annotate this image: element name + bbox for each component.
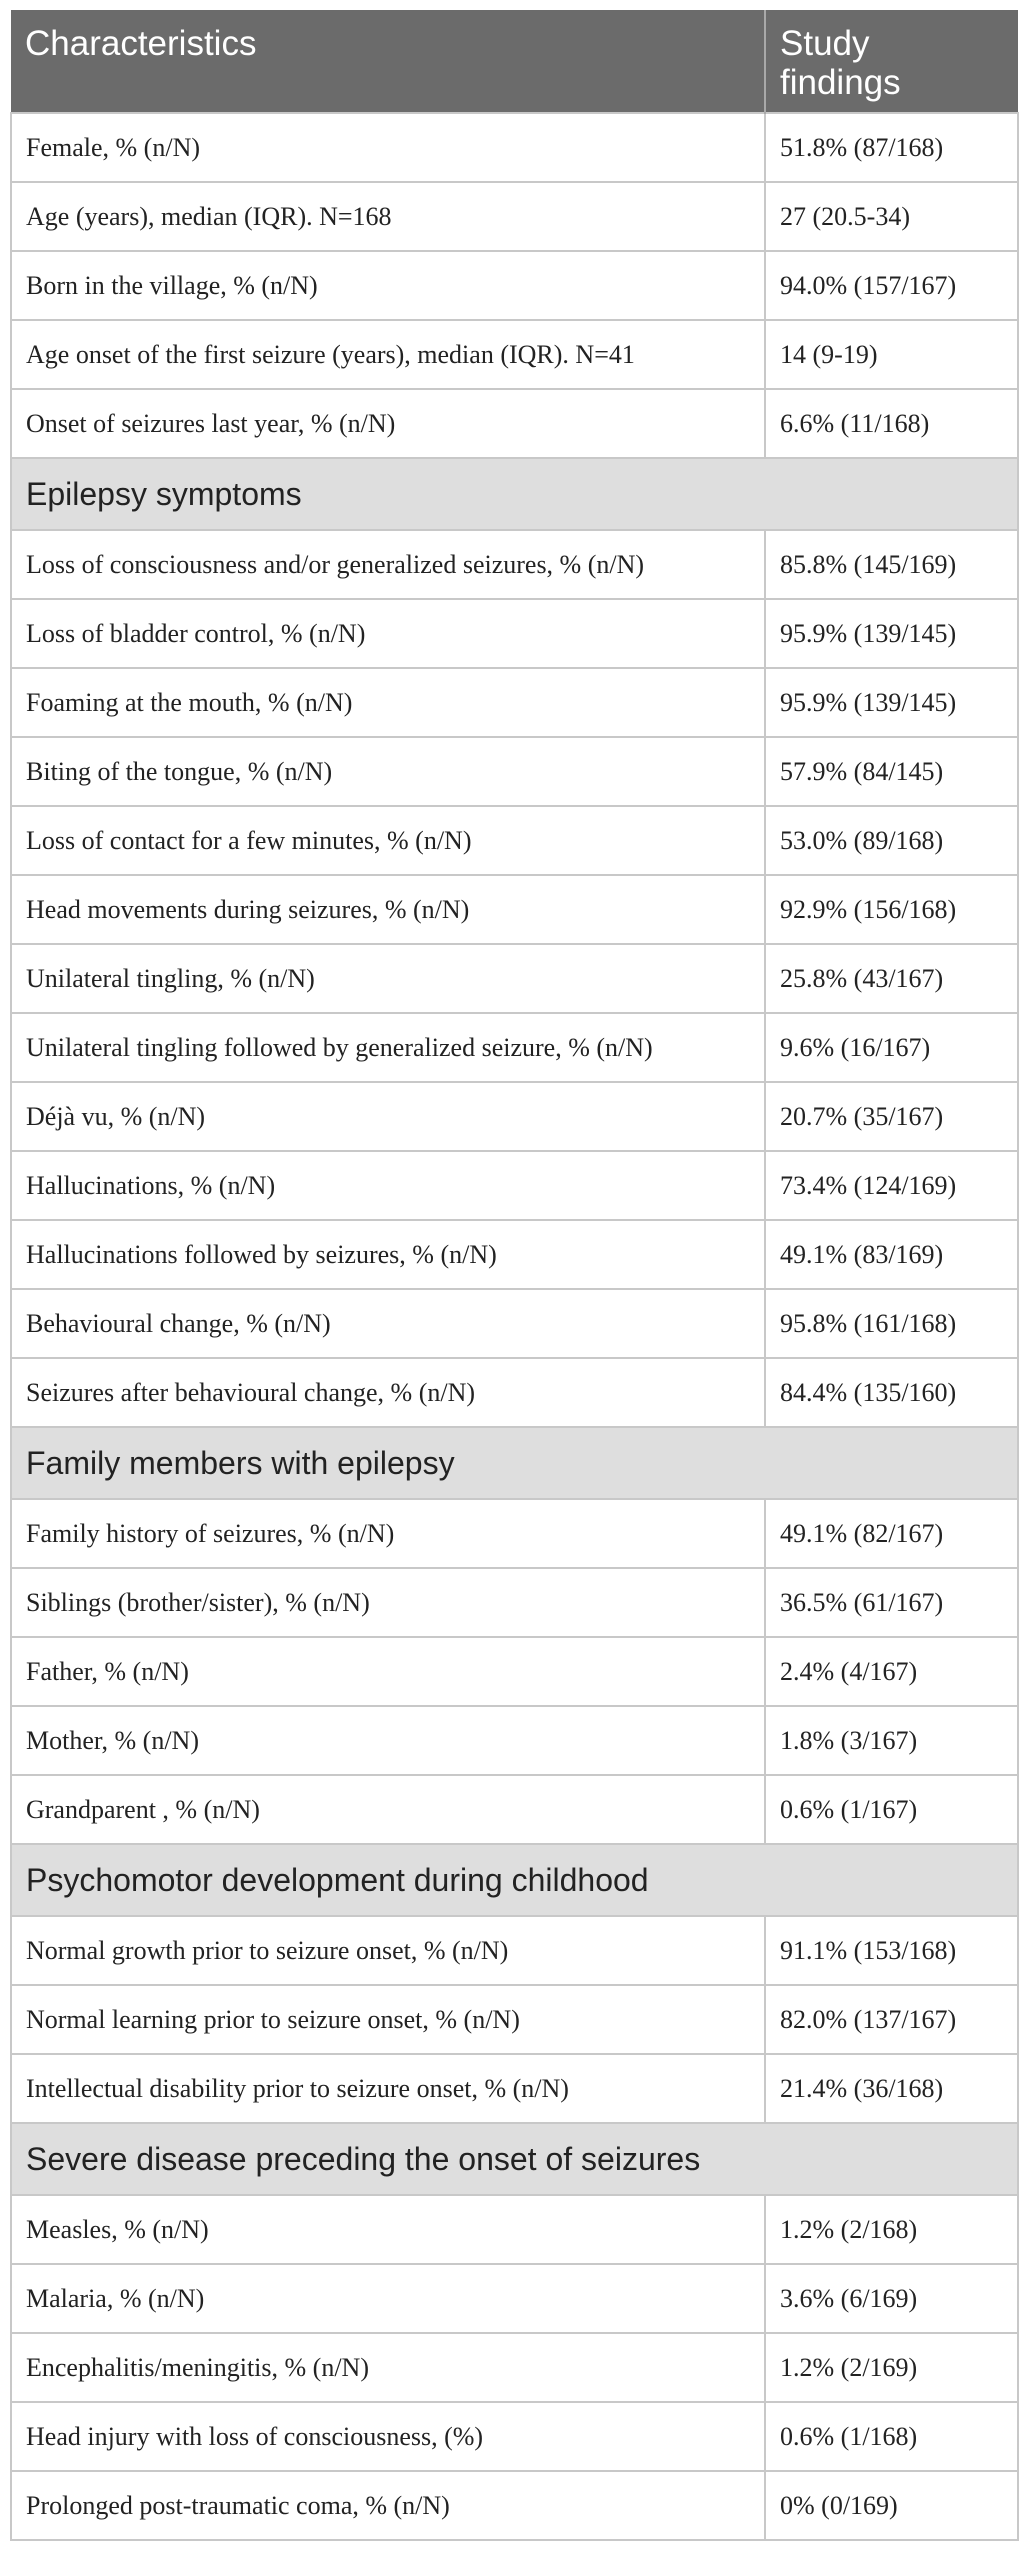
- characteristic-label: Foaming at the mouth, % (n/N): [11, 668, 765, 737]
- table-row: [11, 944, 1018, 1013]
- study-finding-value: 36.5% (61/167): [765, 1568, 1018, 1637]
- characteristic-label: Head movements during seizures, % (n/N): [11, 875, 765, 944]
- characteristic-label: Behavioural change, % (n/N): [11, 1289, 765, 1358]
- characteristic-label: Normal learning prior to seizure onset, % (n/N): [11, 1985, 765, 2054]
- table-row: [11, 113, 1018, 182]
- characteristics-table: [10, 10, 1019, 2541]
- study-finding-value: 84.4% (135/160): [765, 1358, 1018, 1427]
- table-row: [11, 1220, 1018, 1289]
- table-row: [11, 875, 1018, 944]
- table-row: [11, 182, 1018, 251]
- characteristic-label: Loss of contact for a few minutes, % (n/N): [11, 806, 765, 875]
- table-row: [11, 251, 1018, 320]
- table-row: [11, 599, 1018, 668]
- table-row: [11, 2195, 1018, 2264]
- characteristic-label: Unilateral tingling, % (n/N): [11, 944, 765, 1013]
- table-row: [11, 668, 1018, 737]
- study-finding-value: 49.1% (82/167): [765, 1499, 1018, 1568]
- study-finding-value: 57.9% (84/145): [765, 737, 1018, 806]
- study-finding-value: 21.4% (36/168): [765, 2054, 1018, 2123]
- characteristic-label: Loss of bladder control, % (n/N): [11, 599, 765, 668]
- section-title: Epilepsy symptoms: [11, 458, 1018, 530]
- study-finding-value: 95.9% (139/145): [765, 599, 1018, 668]
- characteristic-label: Déjà vu, % (n/N): [11, 1082, 765, 1151]
- study-finding-value: 1.2% (2/169): [765, 2333, 1018, 2402]
- characteristic-label: Siblings (brother/sister), % (n/N): [11, 1568, 765, 1637]
- table-row: [11, 2333, 1018, 2402]
- study-finding-value: 0.6% (1/167): [765, 1775, 1018, 1844]
- table-row: [11, 389, 1018, 458]
- study-finding-value: 92.9% (156/168): [765, 875, 1018, 944]
- characteristic-label: Age (years), median (IQR). N=168: [11, 182, 765, 251]
- table-row: [11, 320, 1018, 389]
- table-row: [11, 1706, 1018, 1775]
- study-finding-value: 91.1% (153/168): [765, 1916, 1018, 1985]
- table-row: [11, 1499, 1018, 1568]
- characteristic-label: Onset of seizures last year, % (n/N): [11, 389, 765, 458]
- characteristic-label: Normal growth prior to seizure onset, % (n/N): [11, 1916, 765, 1985]
- header-study-findings-line2: findings: [780, 63, 901, 102]
- characteristic-label: Family history of seizures, % (n/N): [11, 1499, 765, 1568]
- table-row: [11, 530, 1018, 599]
- characteristic-label: Prolonged post-traumatic coma, % (n/N): [11, 2471, 765, 2540]
- study-finding-value: 95.9% (139/145): [765, 668, 1018, 737]
- study-finding-value: 94.0% (157/167): [765, 251, 1018, 320]
- characteristic-label: Age onset of the first seizure (years), median (IQR). N=41: [11, 320, 765, 389]
- characteristic-label: Head injury with loss of consciousness, (%): [11, 2402, 765, 2471]
- characteristic-label: Father, % (n/N): [11, 1637, 765, 1706]
- header-characteristics: Characteristics: [11, 10, 765, 113]
- study-finding-value: 73.4% (124/169): [765, 1151, 1018, 1220]
- characteristic-label: Born in the village, % (n/N): [11, 251, 765, 320]
- characteristic-label: Encephalitis/meningitis, % (n/N): [11, 2333, 765, 2402]
- study-finding-value: 95.8% (161/168): [765, 1289, 1018, 1358]
- characteristic-label: Grandparent , % (n/N): [11, 1775, 765, 1844]
- study-finding-value: 0% (0/169): [765, 2471, 1018, 2540]
- table-body: [11, 113, 1018, 2540]
- header-study-findings-line1: Study: [780, 24, 870, 63]
- section-header-row: [11, 458, 1018, 530]
- characteristic-label: Biting of the tongue, % (n/N): [11, 737, 765, 806]
- table-row: [11, 1985, 1018, 2054]
- table-header-row: [11, 10, 1018, 113]
- table-row: [11, 1013, 1018, 1082]
- characteristic-label: Unilateral tingling followed by generalized seizure, % (n/N): [11, 1013, 765, 1082]
- study-finding-value: 1.2% (2/168): [765, 2195, 1018, 2264]
- table-row: [11, 737, 1018, 806]
- study-finding-value: 6.6% (11/168): [765, 389, 1018, 458]
- table-row: [11, 1775, 1018, 1844]
- study-finding-value: 85.8% (145/169): [765, 530, 1018, 599]
- study-finding-value: 82.0% (137/167): [765, 1985, 1018, 2054]
- characteristic-label: Malaria, % (n/N): [11, 2264, 765, 2333]
- section-title: Family members with epilepsy: [11, 1427, 1018, 1499]
- characteristic-label: Hallucinations, % (n/N): [11, 1151, 765, 1220]
- section-header-row: [11, 2123, 1018, 2195]
- section-header-row: [11, 1427, 1018, 1499]
- section-header-row: [11, 1844, 1018, 1916]
- characteristic-label: Female, % (n/N): [11, 113, 765, 182]
- study-finding-value: 2.4% (4/167): [765, 1637, 1018, 1706]
- characteristic-label: Loss of consciousness and/or generalized seizures, % (n/N): [11, 530, 765, 599]
- study-finding-value: 3.6% (6/169): [765, 2264, 1018, 2333]
- study-finding-value: 27 (20.5-34): [765, 182, 1018, 251]
- study-finding-value: 53.0% (89/168): [765, 806, 1018, 875]
- section-title: Severe disease preceding the onset of seizures: [11, 2123, 1018, 2195]
- table-row: [11, 2471, 1018, 2540]
- table-row: [11, 1637, 1018, 1706]
- table-row: [11, 2402, 1018, 2471]
- table-row: [11, 1151, 1018, 1220]
- section-title: Psychomotor development during childhood: [11, 1844, 1018, 1916]
- characteristic-label: Mother, % (n/N): [11, 1706, 765, 1775]
- header-study-findings: [765, 10, 1018, 113]
- study-finding-value: 20.7% (35/167): [765, 1082, 1018, 1151]
- table-row: [11, 1568, 1018, 1637]
- study-finding-value: 9.6% (16/167): [765, 1013, 1018, 1082]
- study-finding-value: 49.1% (83/169): [765, 1220, 1018, 1289]
- study-finding-value: 25.8% (43/167): [765, 944, 1018, 1013]
- characteristic-label: Intellectual disability prior to seizure onset, % (n/N): [11, 2054, 765, 2123]
- table-row: [11, 1082, 1018, 1151]
- table-row: [11, 2264, 1018, 2333]
- table-row: [11, 1289, 1018, 1358]
- table-row: [11, 1916, 1018, 1985]
- table-row: [11, 1358, 1018, 1427]
- study-finding-value: 0.6% (1/168): [765, 2402, 1018, 2471]
- study-finding-value: 14 (9-19): [765, 320, 1018, 389]
- table-row: [11, 806, 1018, 875]
- study-finding-value: 51.8% (87/168): [765, 113, 1018, 182]
- study-finding-value: 1.8% (3/167): [765, 1706, 1018, 1775]
- characteristic-label: Measles, % (n/N): [11, 2195, 765, 2264]
- characteristic-label: Seizures after behavioural change, % (n/N): [11, 1358, 765, 1427]
- characteristic-label: Hallucinations followed by seizures, % (n/N): [11, 1220, 765, 1289]
- table-row: [11, 2054, 1018, 2123]
